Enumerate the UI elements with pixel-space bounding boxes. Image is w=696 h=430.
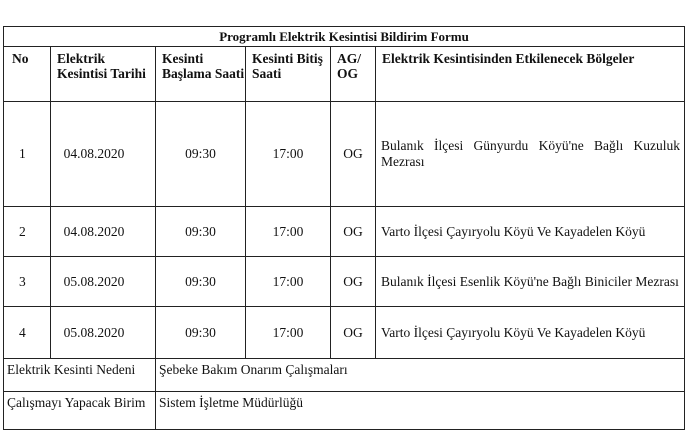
cell-date: 04.08.2020	[51, 207, 156, 257]
cell-agog: OG	[331, 257, 376, 307]
reason-label: Elektrik Kesinti Nedeni	[4, 359, 156, 392]
table-row	[4, 207, 685, 257]
header-date: Elektrik Kesintisi Tarihi	[51, 47, 156, 102]
cell-region: Bulanık İlçesi Esenlik Köyü'ne Bağlı Biniciler Mezrası	[376, 257, 685, 307]
cell-date: 05.08.2020	[51, 307, 156, 359]
outage-form	[3, 26, 684, 410]
unit-value: Sistem İşletme Müdürlüğü	[156, 392, 685, 430]
cell-no: 1	[4, 102, 51, 207]
unit-row	[4, 392, 685, 430]
cell-no: 4	[4, 307, 51, 359]
cell-region: Varto İlçesi Çayıryolu Köyü Ve Kayadelen Köyü	[376, 307, 685, 359]
cell-end: 17:00	[246, 257, 331, 307]
cell-no: 3	[4, 257, 51, 307]
table-row	[4, 257, 685, 307]
header-regions: Elektrik Kesintisinden Etkilenecek Bölgeler	[376, 47, 685, 102]
cell-end: 17:00	[246, 307, 331, 359]
header-row	[4, 47, 685, 102]
header-start: Kesinti Başlama Saati	[156, 47, 246, 102]
cell-start: 09:30	[156, 307, 246, 359]
outage-table	[3, 26, 685, 430]
cell-date: 04.08.2020	[51, 102, 156, 207]
table-row	[4, 307, 685, 359]
cell-end: 17:00	[246, 102, 331, 207]
cell-end: 17:00	[246, 207, 331, 257]
reason-value: Şebeke Bakım Onarım Çalışmaları	[156, 359, 685, 392]
form-title: Programlı Elektrik Kesintisi Bildirim Formu	[4, 27, 685, 47]
cell-start: 09:30	[156, 207, 246, 257]
cell-start: 09:30	[156, 257, 246, 307]
cell-start: 09:30	[156, 102, 246, 207]
header-end: Kesinti Bitiş Saati	[246, 47, 331, 102]
cell-agog: OG	[331, 102, 376, 207]
cell-no: 2	[4, 207, 51, 257]
cell-agog: OG	[331, 307, 376, 359]
cell-date: 05.08.2020	[51, 257, 156, 307]
header-no: No	[4, 47, 51, 102]
cell-region: Bulanık İlçesi Günyurdu Köyü'ne Bağlı Kuzuluk Mezrası	[376, 102, 685, 207]
reason-row	[4, 359, 685, 392]
cell-agog: OG	[331, 207, 376, 257]
header-agog: AG/ OG	[331, 47, 376, 102]
cell-region: Varto İlçesi Çayıryolu Köyü Ve Kayadelen Köyü	[376, 207, 685, 257]
unit-label: Çalışmayı Yapacak Birim	[4, 392, 156, 430]
table-row	[4, 102, 685, 207]
